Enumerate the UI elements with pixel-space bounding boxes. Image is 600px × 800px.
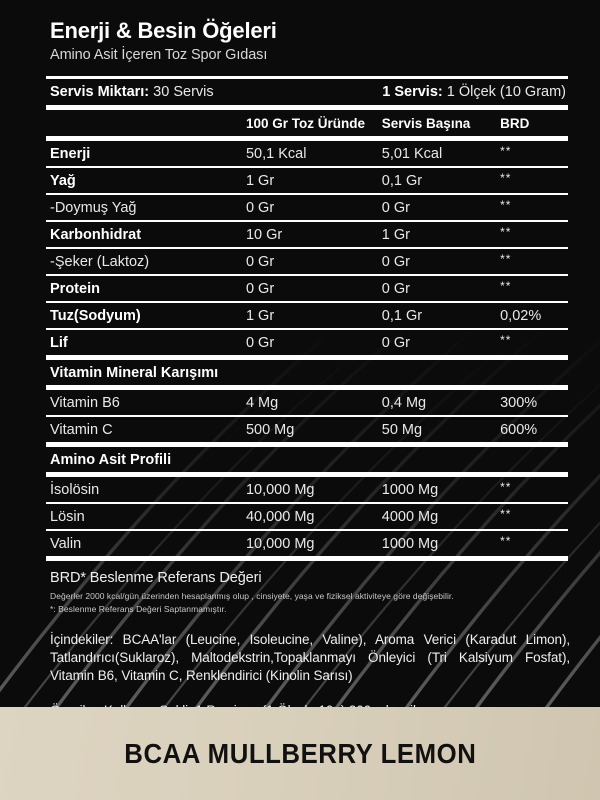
row-value-per-100g: 10,000 Mg	[245, 535, 315, 552]
row-nutrient-name: Amino Asit Profili	[50, 451, 172, 468]
row-nutrient-name: Protein	[50, 280, 100, 297]
row-nutrient-name: Vitamin C	[50, 421, 113, 438]
row-value-per-100g: 1 Gr	[245, 307, 275, 324]
label-header	[0, 0, 600, 64]
brd-not-established-marker: **	[500, 143, 512, 158]
row-nutrient-name: Yağ	[50, 172, 76, 189]
serving-size-row	[46, 79, 568, 105]
per-serving-label: 1 Servis:	[382, 84, 443, 101]
row-value-brd: 0,02%	[500, 307, 542, 324]
brd-not-established-marker: **	[500, 332, 512, 347]
fineprint-line-1: Değerler 2000 kcal/gün üzerinden hesaplanmış olup , cinsiyete, yaşa ve fiziksel aktiviteye göre değişebilir.	[50, 591, 454, 602]
brd-not-established-marker: **	[500, 224, 512, 239]
row-value-per-serving: 50 Mg	[381, 421, 423, 438]
table-row	[46, 141, 568, 166]
table-column-headers	[46, 110, 568, 136]
row-nutrient-name: Lif	[50, 334, 68, 351]
column-header-per-serving: Servis Başına	[381, 115, 471, 131]
row-value-brd	[500, 533, 568, 552]
table-row	[46, 390, 568, 415]
brd-not-established-marker: **	[500, 197, 512, 212]
table-row	[46, 303, 568, 328]
row-nutrient-name: -Şeker (Laktoz)	[50, 253, 150, 270]
row-nutrient-name: Karbonhidrat	[50, 226, 142, 243]
row-value-brd: 300%	[500, 394, 538, 411]
table-row	[46, 330, 568, 355]
row-value-per-serving: 0 Gr	[381, 334, 410, 351]
row-value-brd	[500, 479, 568, 498]
brd-not-established-marker: **	[500, 506, 512, 521]
row-value-per-100g: 10,000 Mg	[245, 481, 315, 498]
row-value-brd	[500, 506, 568, 525]
row-value-per-100g: 0 Gr	[245, 280, 275, 297]
row-value-brd	[500, 251, 568, 270]
row-nutrient-name: -Doymuş Yağ	[50, 199, 137, 216]
row-value-per-100g: 0 Gr	[245, 253, 275, 270]
serving-amount-value: 30 Servis	[153, 84, 214, 101]
row-value-per-100g: 50,1 Kcal	[245, 145, 307, 162]
row-nutrient-name: Valin	[50, 535, 82, 552]
table-row	[46, 276, 568, 301]
row-value-brd	[500, 170, 568, 189]
row-value-per-serving: 1 Gr	[381, 226, 410, 243]
row-value-per-serving: 1000 Mg	[381, 535, 439, 552]
row-value-brd	[500, 143, 568, 162]
row-value-brd	[500, 278, 568, 297]
row-value-brd	[500, 224, 568, 243]
row-value-per-serving: 5,01 Kcal	[381, 145, 443, 162]
column-header-per-100g: 100 Gr Toz Üründe	[245, 115, 365, 131]
row-value-per-serving: 0 Gr	[381, 253, 410, 270]
row-value-brd	[500, 332, 568, 351]
brd-not-established-marker: **	[500, 170, 512, 185]
table-row	[46, 531, 568, 556]
row-nutrient-name: İsolösin	[50, 481, 100, 498]
row-value-per-100g: 40,000 Mg	[245, 508, 315, 525]
table-row	[46, 477, 568, 502]
fineprint-line-2: *: Beslenme Referans Değeri Saptanmamıştır.	[50, 603, 227, 614]
brd-definition: BRD* Beslenme Referans Değeri	[50, 570, 262, 587]
serving-amount	[50, 84, 214, 100]
row-value-per-100g: 0 Gr	[245, 199, 275, 216]
per-serving-value: 1 Ölçek (10 Gram)	[446, 84, 566, 101]
table-row	[46, 168, 568, 193]
row-value-per-serving: 0 Gr	[381, 199, 410, 216]
table-section-header	[46, 447, 568, 472]
brd-not-established-marker: **	[500, 251, 512, 266]
row-nutrient-name: Lösin	[50, 508, 85, 525]
row-value-per-serving: 0 Gr	[381, 280, 410, 297]
page-title: Enerji & Besin Öğeleri	[50, 18, 277, 43]
row-nutrient-name: Vitamin B6	[50, 394, 120, 411]
row-nutrient-name: Vitamin Mineral Karışımı	[50, 364, 219, 381]
table-row	[46, 222, 568, 247]
row-nutrient-name: Enerji	[50, 145, 91, 162]
brd-not-established-marker: **	[500, 533, 512, 548]
brd-not-established-marker: **	[500, 479, 512, 494]
page-subtitle: Amino Asit İçeren Toz Spor Gıdası	[50, 46, 268, 63]
product-name: BCAA MULLBERRY LEMON	[123, 737, 477, 769]
serving-amount-label: Servis Miktarı:	[50, 84, 150, 101]
table-row	[46, 249, 568, 274]
row-value-per-100g: 500 Mg	[245, 421, 295, 438]
row-value-brd	[500, 197, 568, 216]
row-value-per-100g: 1 Gr	[245, 172, 275, 189]
row-nutrient-name: Tuz(Sodyum)	[50, 307, 141, 324]
row-value-brd: 600%	[500, 421, 538, 438]
brd-not-established-marker: **	[500, 278, 512, 293]
row-value-per-serving: 1000 Mg	[381, 481, 439, 498]
row-value-per-serving: 0,1 Gr	[381, 172, 423, 189]
column-header-brd: BRD	[500, 115, 530, 131]
table-body	[46, 141, 568, 561]
row-value-per-100g: 4 Mg	[245, 394, 279, 411]
table-row	[46, 417, 568, 442]
table-section-header	[46, 360, 568, 385]
per-serving	[382, 84, 566, 100]
product-name-banner	[0, 707, 600, 800]
fineprint-block	[50, 590, 570, 615]
row-value-per-100g: 0 Gr	[245, 334, 275, 351]
nutrition-table	[0, 76, 600, 561]
table-row	[46, 504, 568, 529]
row-value-per-100g: 10 Gr	[245, 226, 283, 243]
table-row	[46, 195, 568, 220]
row-value-per-serving: 0,4 Mg	[381, 394, 427, 411]
ingredients-text: İçindekiler: BCAA'lar (Leucine, Isoleucine, Valine), Aroma Verici (Karadut Limon), Tatlandırıcı(Suklaroz), Maltodekstrin,Topaklanmayı Önleyici (Tri Kalsiyum Fosfat), Vitamin B6, Vitamin C, Renklendirici (Kinolin Sarısı)	[50, 631, 570, 683]
row-value-per-serving: 0,1 Gr	[381, 307, 423, 324]
row-value-per-serving: 4000 Mg	[381, 508, 439, 525]
